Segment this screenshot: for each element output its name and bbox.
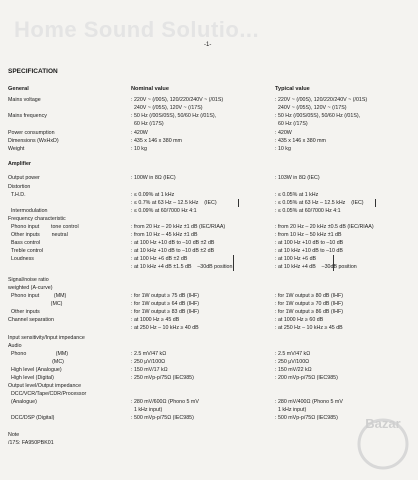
spec-cell-c1: Power consumption [8,130,55,136]
spec-cell-c2: : at 250 Hz – 10 kHz ≥ 40 dB [131,325,199,331]
spec-cell-c3: : at 100 Hz +6 dB [275,256,317,262]
bazar-stamp-text: Bazar [365,416,401,431]
spec-cell-c2: 60 Hz (/17S) [131,121,164,127]
spec-cell-c1: High level (Analogue) [8,367,62,373]
bazar-stamp [354,410,412,472]
spec-cell-c2: 1 kHz input) [131,407,163,413]
spec-cell-c3: : 250 μV/100Ω [275,359,310,365]
spec-cell-c1: Mains voltage [8,97,41,103]
spec-cell-c2: : 100W in 8Ω (IEC) [131,175,176,181]
spec-cell-c2: : 250 mVp-p/75Ω (IEC985) [131,375,194,381]
spec-cell-c2: : at 100 Hz +10 dB to –10 dB ±2 dB [131,240,215,246]
spec-cell-c1: Amplifier [8,161,31,167]
spec-cell-c3: : for 1W output ≥ 86 dB (IHF) [275,309,343,315]
spec-cell-c2: : at 100 Hz +6 dB ±2 dB [131,256,188,262]
spec-cell-c1: Channel separation [8,317,54,323]
note-label: Note [8,432,20,438]
spec-cell-c3: : ≤ 0.05% at 1 kHz [275,192,319,198]
spec-cell-c3: : for 1W output ≥ 80 dB (IHF) [275,293,343,299]
spec-cell-c1: Treble control [8,248,44,254]
spec-cell-c1: weighted (A-curve) [8,285,53,291]
spec-cell-c3: : at 10 kHz +4 dB –30dB position [275,264,357,270]
spec-cell-c1: High level (Digital) [8,375,54,381]
spec-cell-c1: Bass control [8,240,41,246]
bracket-bar [238,199,239,207]
spec-cell-c2: : from 20 Hz – 20 kHz ±1 dB (IEC/RIAA) [131,224,226,230]
bracket-bar [233,255,234,271]
column-header-general: General [8,86,29,92]
spec-cell-c3: : 280 mV/400Ω (Phono 5 mV [275,399,343,405]
spec-cell-c3: 240V ~ (/05S), 120V ~ (/17S) [275,105,347,111]
spec-cell-c3: : at 100 Hz +10 dB to –10 dB [275,240,344,246]
spec-cell-c3: : for 1W output ≥ 70 dB (IHF) [275,301,343,307]
spec-cell-c3: : 10 kg [275,146,291,152]
page-title: SPECIFICATION [8,68,58,75]
spec-cell-c2: : 420W [131,130,148,136]
spec-cell-c1: Phono (MM) [8,351,69,357]
spec-cell-c1: Phono input tone control [8,224,79,230]
spec-cell-c1: Phono input (MM) [8,293,67,299]
spec-cell-c1: Other inputs neutral [8,232,68,238]
spec-cell-c1: Audio [8,343,22,349]
spec-cell-c3: : 500 mVp-p/75Ω (IEC985) [275,415,338,421]
spec-cell-c2: : 280 mV/600Ω (Phono 5 mV [131,399,199,405]
spec-cell-c1: DCC/DSP (Digital) [8,415,55,421]
spec-cell-c3: 60 Hz (/17S) [275,121,308,127]
spec-cell-c1: Output level/Output impedance [8,383,82,389]
spec-cell-c2: : at 10 kHz +10 dB to –10 dB ±2 dB [131,248,215,254]
spec-cell-c1: (Analogue) [8,399,37,405]
spec-cell-c2: : ≤ 0.7% at 63 Hz – 12.5 kHz (IEC) [131,200,217,206]
spec-cell-c2: : for 1W output ≥ 75 dB (IHF) [131,293,199,299]
spec-cell-c1: Frequency characteristic [8,216,66,222]
watermark: Home Sound Solutio... [14,17,260,42]
spec-cell-c2: 240V ~ (/05S), 120V ~ (/17S) [131,105,203,111]
spec-cell-c3: : 200 mVp-p/75Ω (IEC985) [275,375,338,381]
spec-cell-c3: : at 10 kHz +10 dB to –10 dB [275,248,343,254]
spec-cell-c2: : 435 x 146 x 380 mm [131,138,182,144]
spec-cell-c3: : 103W in 8Ω (IEC) [275,175,320,181]
spec-cell-c1: Input sensitivity/Input impedance [8,335,85,341]
spec-cell-c3: : from 10 Hz – 50 kHz ±1 dB [275,232,342,238]
spec-cell-c1: Mains frequency [8,113,47,119]
spec-cell-c2: : from 10 Hz – 45 kHz ±1 dB [131,232,198,238]
spec-cell-c2: : 10 kg [131,146,147,152]
column-header-typical: Typical value [275,86,310,92]
spec-cell-c2: : at 1000 Hz ≥ 45 dB [131,317,180,323]
spec-cell-c3: : at 1000 Hz ≥ 60 dB [275,317,324,323]
column-header-nominal: Nominal value [131,86,169,92]
spec-cell-c3: : 150 mV/22 kΩ [275,367,312,373]
spec-cell-c3: : 220V ~ (/00S), 120/220/240V ~ (/01S) [275,97,368,103]
spec-cell-c1: Other inputs [8,309,40,315]
spec-cell-c1: Signal/noise ratio [8,277,49,283]
spec-cell-c1: Loudness [8,256,34,262]
spec-cell-c1: Intermodulation [8,208,48,214]
spec-cell-c1: (MC) [8,359,64,365]
spec-cell-c1: (MC) [8,301,63,307]
page-number: -1- [204,42,212,48]
spec-cell-c3: : 435 x 146 x 380 mm [275,138,326,144]
note-text: /17S: FA950PBK01 [8,440,54,446]
spec-cell-c1: DCC/VCR/Tape/CDR/Processor [8,391,87,397]
spec-cell-c2: : 250 μV/100Ω [131,359,166,365]
spec-cell-c2: : 220V ~ (/00S), 120/220/240V ~ (/01S) [131,97,224,103]
spec-cell-c3: : ≤ 0.05% at 63 Hz – 12.5 kHz (IEC) [275,200,364,206]
spec-cell-c2: : for 1W output ≥ 64 dB (IHF) [131,301,199,307]
spec-cell-c1: Weight [8,146,25,152]
bracket-bar [375,199,376,207]
bracket-bar [333,255,334,271]
spec-cell-c1: Output power [8,175,40,181]
spec-cell-c2: : for 1W output ≥ 83 dB (IHF) [131,309,199,315]
spec-cell-c2: : 500 mVp-p/75Ω (IEC985) [131,415,194,421]
spec-cell-c1: T.H.D. [8,192,26,198]
spec-cell-c3: : 50 Hz (/00S/05S), 50/60 Hz (/01S), [275,113,361,119]
spec-cell-c2: : at 10 kHz +4 dB ±1.5 dB –30dB position [131,264,233,270]
spec-cell-c3: : at 250 Hz – 10 kHz ≥ 45 dB [275,325,343,331]
spec-cell-c2: : 150 mV/17 kΩ [131,367,168,373]
spec-cell-c3: : ≤ 0.05% at 60/7000 Hz 4:1 [275,208,341,214]
spec-cell-c2: : ≤ 0.09% at 60/7000 Hz 4:1 [131,208,197,214]
spec-cell-c2: : 50 Hz (/00S/05S), 50/60 Hz (/01S), [131,113,217,119]
spec-cell-c1: Dimensions (WxHxD) [8,138,59,144]
spec-cell-c3: 1 kHz input) [275,407,307,413]
spec-cell-c3: : 420W [275,130,292,136]
spec-cell-c2: : 2.5 mV/47 kΩ [131,351,167,357]
spec-cell-c3: : from 20 Hz – 20 kHz ±0.5 dB (IEC/RIAA) [275,224,374,230]
spec-cell-c1: Distortion [8,184,31,190]
spec-cell-c2: : ≤ 0.09% at 1 kHz [131,192,175,198]
spec-cell-c3: : 2.5 mV/47 kΩ [275,351,311,357]
